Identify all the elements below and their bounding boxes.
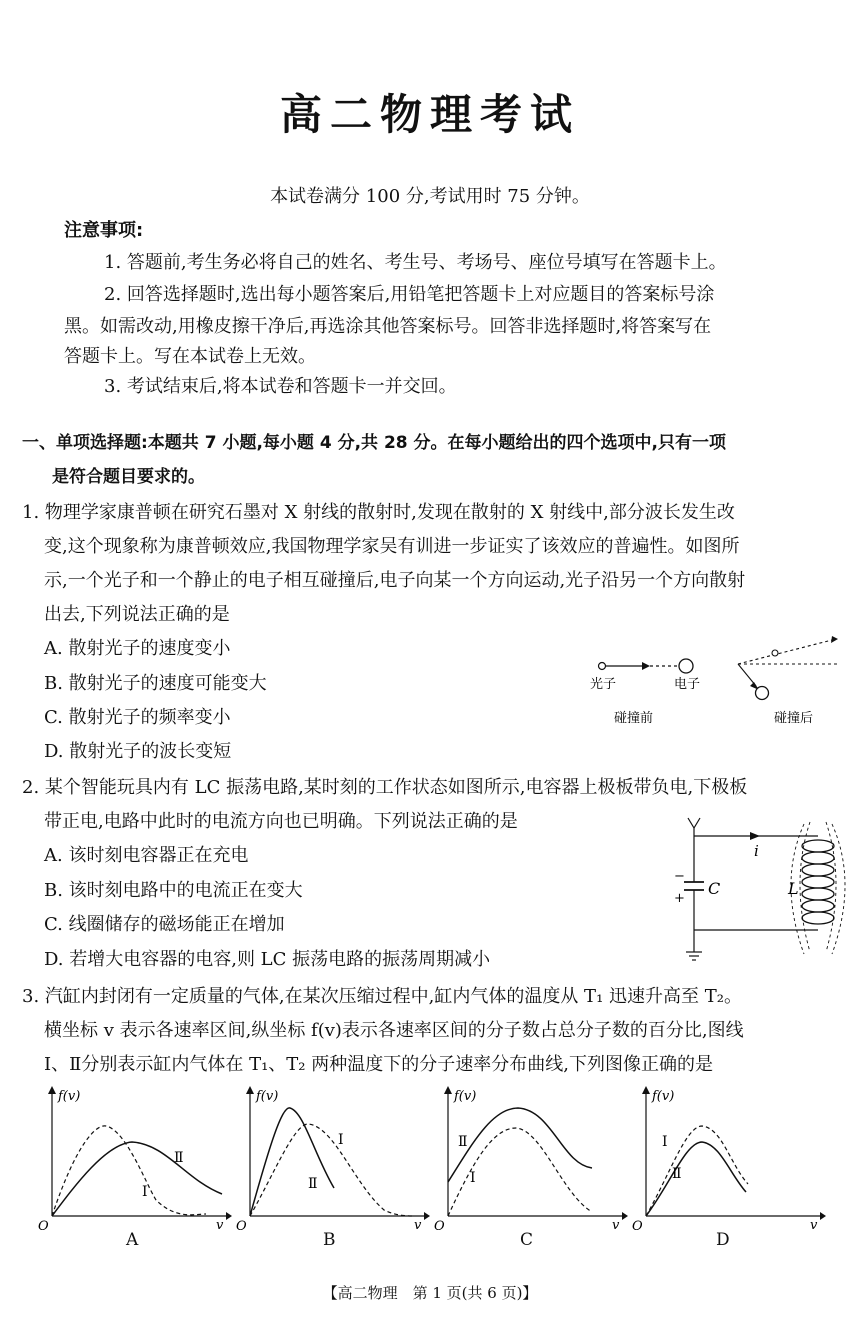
y-axis-label: f(v)	[454, 1089, 477, 1104]
curve-ii	[52, 1142, 222, 1216]
section-heading: 是符合题目要求的。	[52, 467, 205, 487]
question-text: 2. 某个智能玩具内有 LC 振荡电路,某时刻的工作状态如图所示,电容器上极板带负电,下极板	[22, 777, 748, 798]
graph-d-label: D	[716, 1230, 730, 1250]
curve-ii	[250, 1108, 334, 1216]
question-text: 3. 汽缸内封闭有一定质量的气体,在某次压缩过程中,缸内气体的温度从 T₁ 迅速升高至 T₂。	[22, 986, 742, 1007]
graph-b	[234, 1084, 430, 1234]
scattered-electron	[756, 687, 769, 700]
label-after: 碰撞后	[774, 711, 814, 726]
intro-text: 本试卷满分 100 分,考试用时 75 分钟。	[270, 186, 590, 207]
x-axis-label: v	[810, 1218, 818, 1233]
option-b: B. 该时刻电路中的电流正在变大	[44, 880, 303, 901]
minus-sign: −	[674, 869, 685, 884]
origin-label: O	[38, 1219, 49, 1234]
x-axis-label: v	[612, 1218, 620, 1233]
graph-a-label: A	[126, 1230, 139, 1250]
photon-dot	[599, 663, 606, 670]
question-text: 出去,下列说法正确的是	[44, 604, 230, 625]
note-line: 答题卡上。写在本试卷上无效。	[64, 346, 316, 367]
graph-c	[432, 1084, 628, 1234]
graph-d	[630, 1084, 826, 1234]
label-before: 碰撞前	[614, 711, 654, 726]
option-b: B. 散射光子的速度可能变大	[44, 673, 267, 694]
curve-i-label: Ⅰ	[142, 1184, 148, 1200]
plus-sign: +	[674, 891, 685, 906]
graph-b-label: B	[323, 1230, 336, 1250]
lc-circuit-figure	[668, 812, 858, 970]
curve-i-label: Ⅰ	[338, 1132, 344, 1148]
origin-label: O	[434, 1219, 445, 1234]
y-axis-label: f(v)	[58, 1089, 81, 1104]
curve-ii-label: Ⅱ	[174, 1150, 184, 1166]
option-c: C. 散射光子的频率变小	[44, 707, 231, 728]
option-c: C. 线圈储存的磁场能正在增加	[44, 914, 285, 935]
note-line: 2. 回答选择题时,选出每小题答案后,用铅笔把答题卡上对应题目的答案标号涂	[104, 284, 715, 305]
compton-figure	[580, 630, 850, 740]
option-a: A. 散射光子的速度变小	[44, 638, 231, 659]
option-a: A. 该时刻电容器正在充电	[44, 845, 249, 866]
section-heading: 一、单项选择题:本题共 7 小题,每小题 4 分,共 28 分。在每小题给出的四个选项中,只有一项	[22, 433, 726, 453]
curve-i	[250, 1124, 414, 1216]
curve-i-label: Ⅰ	[470, 1170, 476, 1186]
current-label: i	[754, 842, 759, 860]
curve-ii-label: Ⅱ	[458, 1134, 468, 1150]
note-line: 3. 考试结束后,将本试卷和答题卡一并交回。	[104, 376, 457, 397]
question-text: Ⅰ、Ⅱ分别表示缸内气体在 T₁、T₂ 两种温度下的分子速率分布曲线,下列图像正确的是	[44, 1054, 713, 1075]
label-electron: 电子	[674, 677, 701, 692]
y-axis-label: f(v)	[652, 1089, 675, 1104]
y-axis-label: f(v)	[256, 1089, 279, 1104]
question-text: 横坐标 v 表示各速率区间,纵坐标 f(v)表示各速率区间的分子数占总分子数的百分比,图线	[44, 1020, 744, 1041]
question-text: 变,这个现象称为康普顿效应,我国物理学家吴有训进一步证实了该效应的普遍性。如图所	[44, 536, 740, 557]
origin-label: O	[236, 1219, 247, 1234]
note-line: 1. 答题前,考生务必将自己的姓名、考生号、考场号、座位号填写在答题卡上。	[104, 252, 727, 273]
label-photon: 光子	[590, 677, 617, 692]
curve-ii	[646, 1142, 746, 1216]
electron-ball	[679, 659, 693, 673]
question-text: 示,一个光子和一个静止的电子相互碰撞后,电子向某一个方向运动,光子沿另一个方向散射	[44, 570, 746, 591]
curve-i	[52, 1126, 206, 1216]
inductor-label: L	[788, 879, 799, 898]
notes-heading: 注意事项:	[64, 220, 144, 241]
inductor-coil	[802, 840, 834, 924]
graph-a	[36, 1084, 232, 1234]
option-d: D. 若增大电容器的电容,则 LC 振荡电路的振荡周期减小	[44, 949, 491, 970]
origin-label: O	[632, 1219, 643, 1234]
capacitor-label: C	[708, 879, 721, 898]
x-axis-label: v	[414, 1218, 422, 1233]
curve-ii-label: Ⅱ	[308, 1176, 318, 1192]
question-text: 1. 物理学家康普顿在研究石墨对 X 射线的散射时,发现在散射的 X 射线中,部分波长发生改	[22, 502, 735, 523]
question-text: 带正电,电路中此时的电流方向也已明确。下列说法正确的是	[44, 811, 518, 832]
page-footer: 【高二物理 第 1 页(共 6 页)】	[322, 1284, 538, 1302]
note-line: 黑。如需改动,用橡皮擦干净后,再选涂其他答案标号。回答非选择题时,将答案写在	[64, 316, 712, 337]
option-d: D. 散射光子的波长变短	[44, 741, 232, 762]
curve-i-label: Ⅰ	[662, 1134, 668, 1150]
page-title: 高二物理考试	[279, 90, 580, 139]
curve-ii-label: Ⅱ	[672, 1166, 682, 1182]
x-axis-label: v	[216, 1218, 224, 1233]
graph-c-label: C	[520, 1230, 534, 1250]
